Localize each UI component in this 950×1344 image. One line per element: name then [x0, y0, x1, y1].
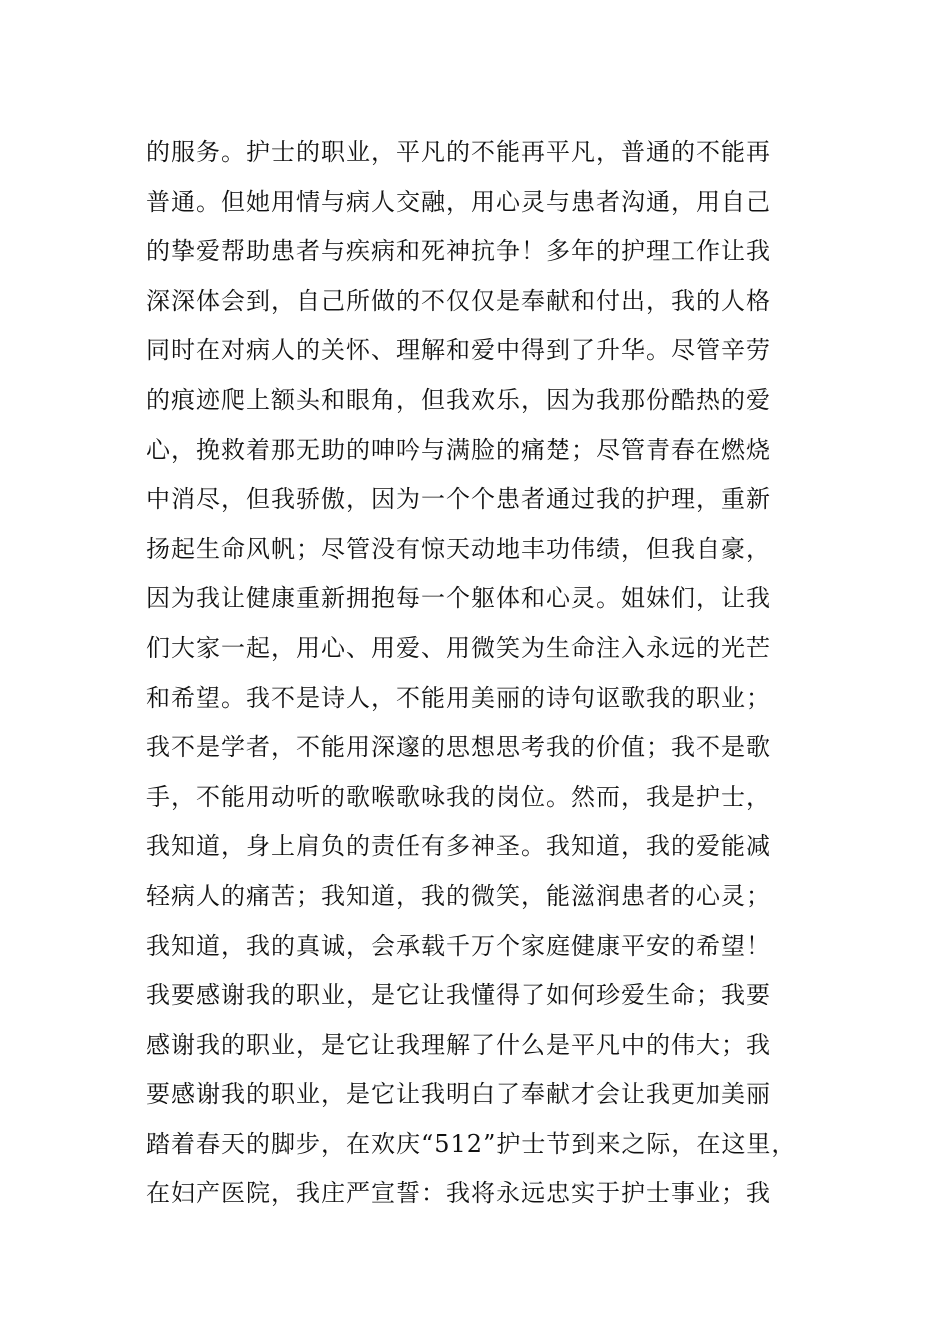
text-line: 和希望。我不是诗人，不能用美丽的诗句讴歌我的职业；: [146, 683, 771, 712]
text-line: 们大家一起，用心、用爱、用微笑为生命注入永远的光芒: [146, 633, 771, 662]
text-line: 的痕迹爬上额头和眼角，但我欢乐，因为我那份酷热的爱: [146, 385, 771, 414]
text-line: 要感谢我的职业，是它让我明白了奉献才会让我更加美丽: [146, 1080, 771, 1109]
text-line: 同时在对病人的关怀、理解和爱中得到了升华。尽管辛劳: [146, 336, 771, 365]
text-line: 我知道，身上肩负的责任有多神圣。我知道，我的爱能减: [146, 832, 771, 861]
text-line: 感谢我的职业，是它让我理解了什么是平凡中的伟大；我: [146, 1030, 771, 1059]
text-line: 手，不能用动听的歌喉歌咏我的岗位。然而，我是护士，: [146, 782, 771, 811]
text-line: 中消尽，但我骄傲，因为一个个患者通过我的护理，重新: [146, 485, 771, 514]
text-line: 因为我让健康重新拥抱每一个躯体和心灵。姐妹们，让我: [146, 584, 771, 613]
text-line: 我知道，我的真诚，会承载千万个家庭健康平安的希望！: [146, 931, 771, 960]
body-text: [146, 128, 846, 1219]
text-line: 我不是学者，不能用深邃的思想思考我的价值；我不是歌: [146, 733, 771, 762]
text-line: 深深体会到，自己所做的不仅仅是奉献和付出，我的人格: [146, 286, 771, 315]
text-line: 普通。但她用情与病人交融，用心灵与患者沟通，用自己: [146, 187, 771, 216]
text-line: 的服务。护士的职业，平凡的不能再平凡，普通的不能再: [146, 138, 771, 166]
text-line: 在妇产医院，我庄严宣誓：我将永远忠实于护士事业；我: [146, 1179, 771, 1208]
text-line: 的挚爱帮助患者与疾病和死神抗争！多年的护理工作让我: [146, 237, 771, 266]
text-line: 踏着春天的脚步，在欢庆“512”护士节到来之际，在这里，: [146, 1129, 797, 1158]
text-line: 心，挽救着那无助的呻吟与满脸的痛楚；尽管青春在燃烧: [146, 435, 771, 464]
text-line: 扬起生命风帆；尽管没有惊天动地丰功伟绩，但我自豪，: [146, 534, 771, 563]
text-line: 轻病人的痛苦；我知道，我的微笑，能滋润患者的心灵；: [146, 881, 771, 910]
text-line: 我要感谢我的职业，是它让我懂得了如何珍爱生命；我要: [146, 981, 771, 1010]
